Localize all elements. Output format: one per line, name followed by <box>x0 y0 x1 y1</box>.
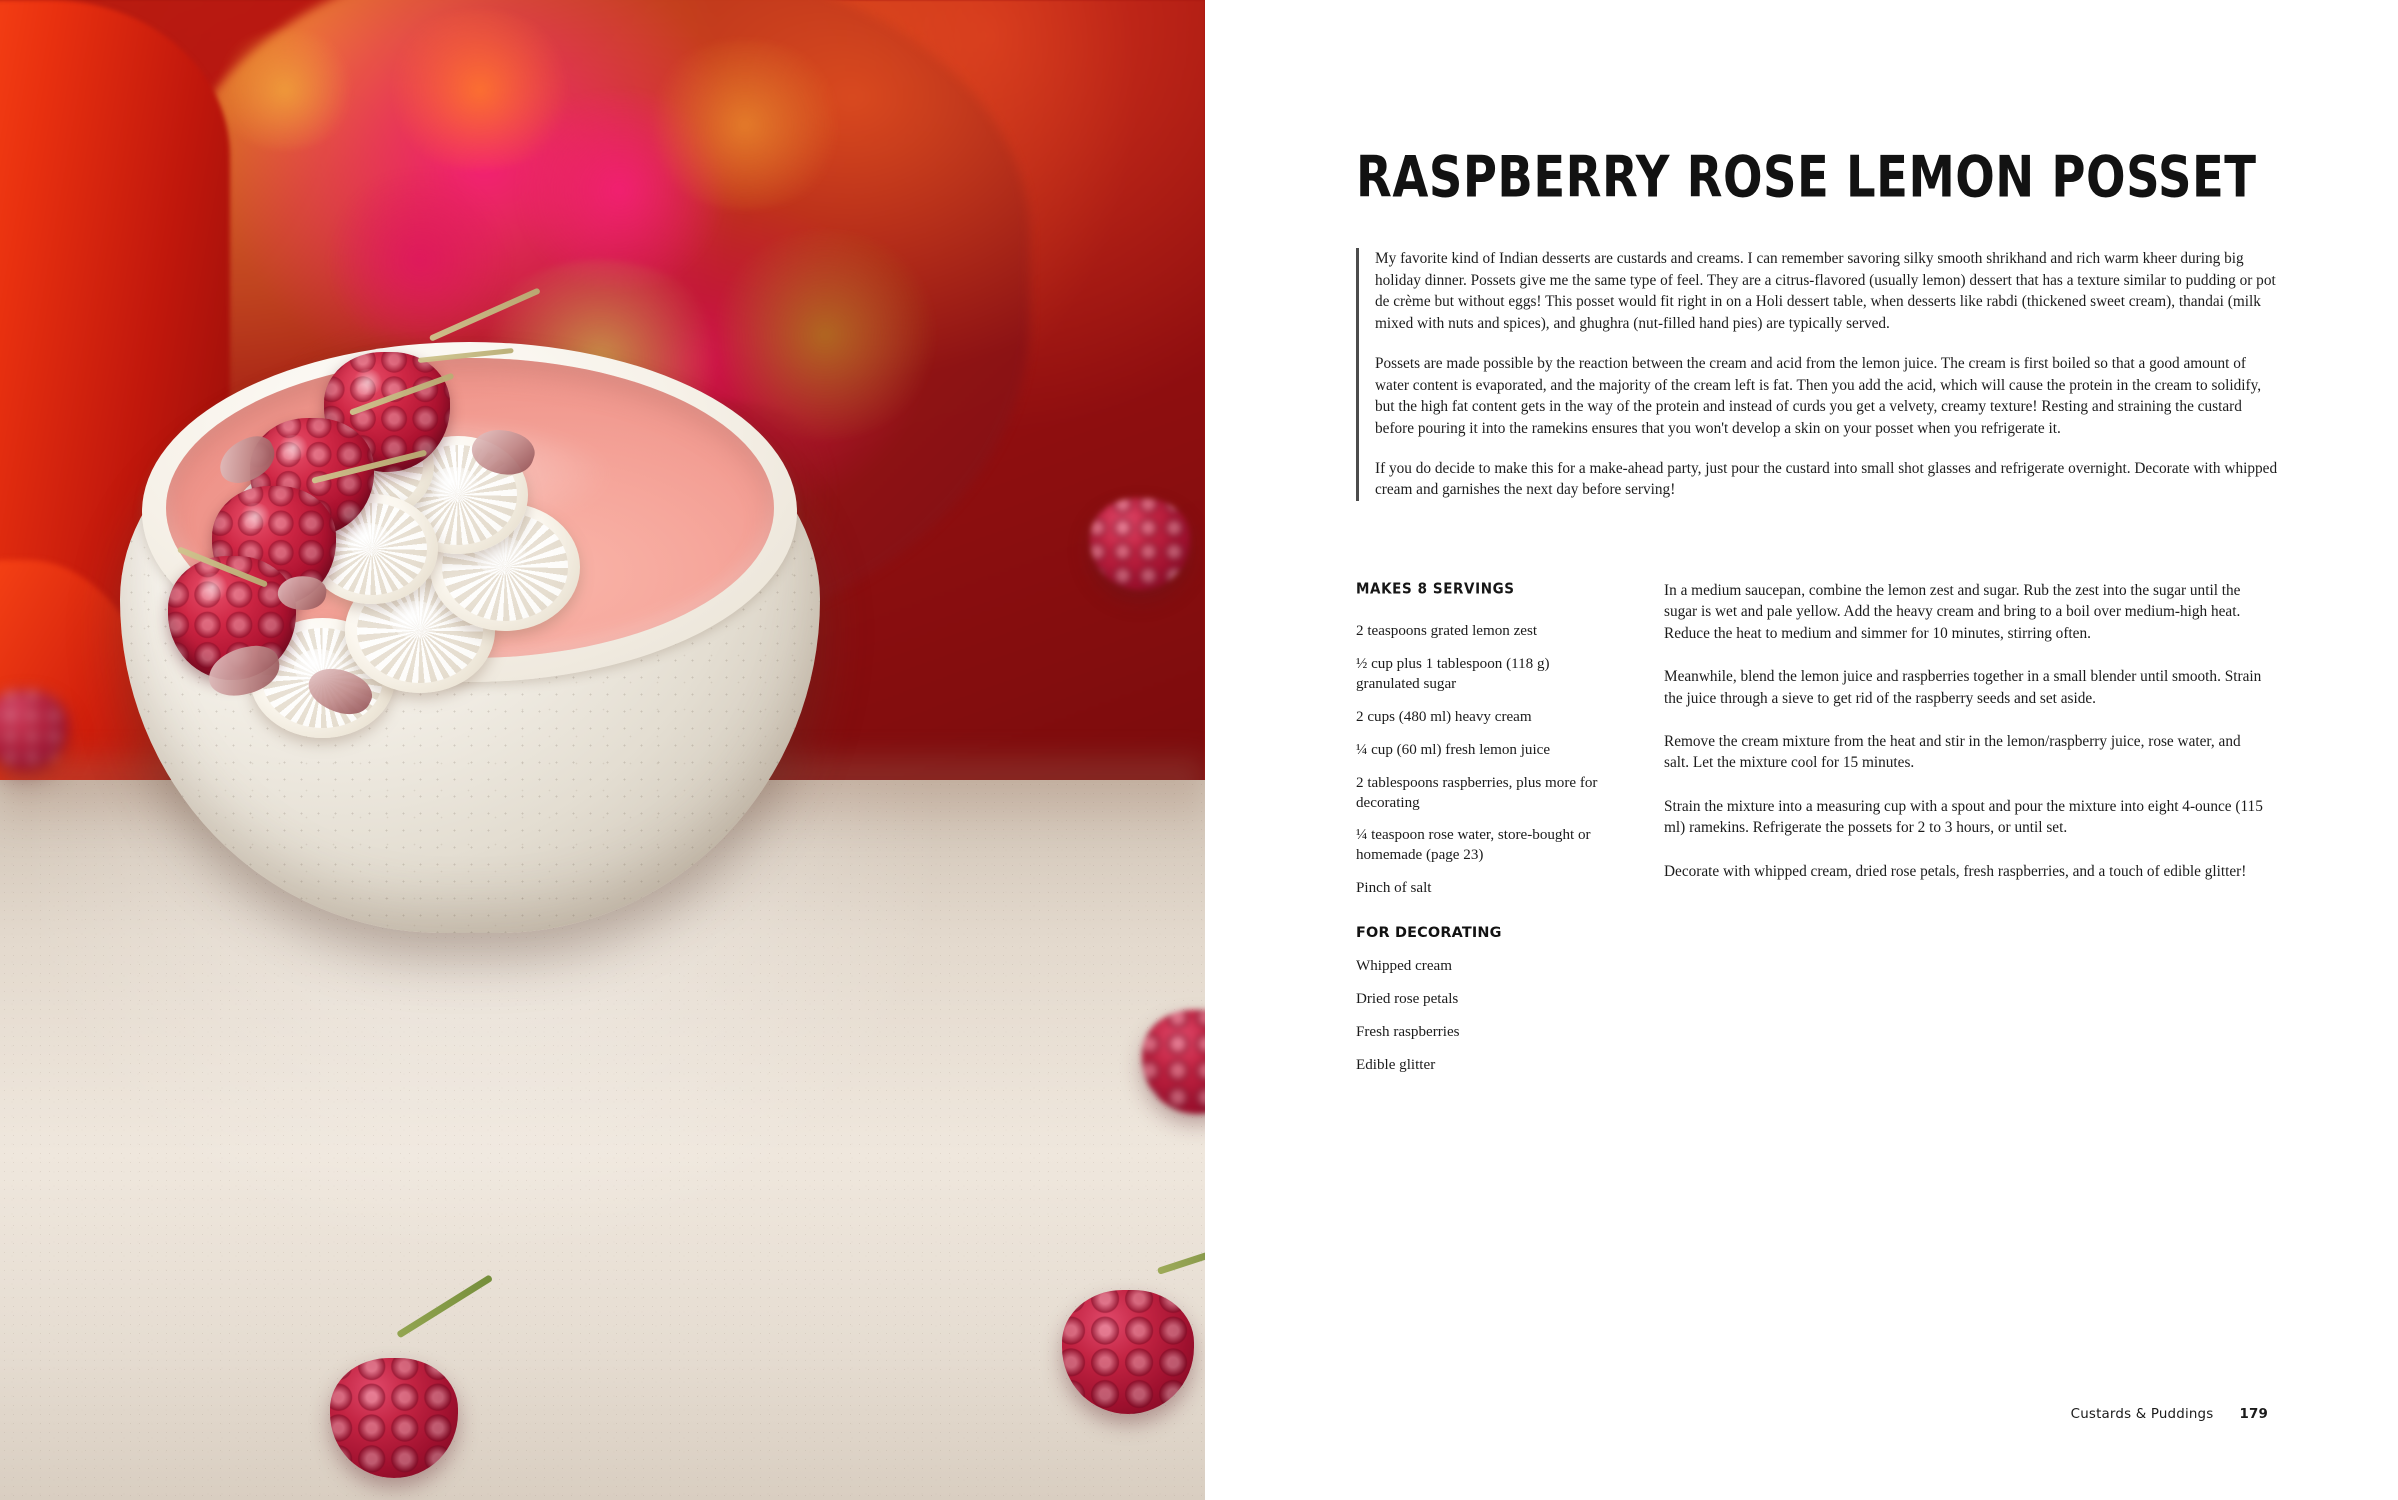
list-item: Edible glitter <box>1356 1056 1436 1073</box>
scattered-raspberry <box>0 690 68 770</box>
intro-paragraph: Possets are made possible by the reaction between the cream and acid from the lemon juice. The cream is first boiled so that a good amount of water content is evaporated, and the majority of the cream left is fat. Then you add the acid, which will cause the protein in the cream to solidify, but the high fat content gets in the way of the protein and instead of curds you get a velvety, creamy texture! Resting and straining the custard before pouring it into the ramekins ensures that you won't develop a skin on your posset when you refrigerate it. <box>1375 354 2262 438</box>
list-item: ½ cup plus 1 tablespoon (118 g) granulated sugar <box>1356 655 1550 692</box>
method-step: Remove the cream mixture from the heat and stir in the lemon/raspberry juice, rose water, and salt. Let the mixture cool for 15 minutes. <box>1664 733 2241 772</box>
recipe-columns <box>1356 580 2286 1089</box>
list-item: Dried rose petals <box>1356 991 1459 1008</box>
scattered-raspberry <box>1090 498 1190 590</box>
list-item: Whipped cream <box>1356 958 1452 975</box>
page-title: RASPBERRY ROSE LEMON POSSET <box>1356 144 2257 212</box>
ingredients-list <box>1356 622 1616 899</box>
footer-section-label: Custards & Puddings <box>2070 1407 2214 1422</box>
list-item: ¼ teaspoon rose water, store-bought or homemade (page 23) <box>1356 827 1591 864</box>
method-step: Decorate with whipped cream, dried rose petals, fresh raspberries, and a touch of edible glitter! <box>1664 862 2247 880</box>
list-item: Pinch of salt <box>1356 880 1432 897</box>
method-step: In a medium saucepan, combine the lemon zest and sugar. Rub the zest into the sugar until the sugar is wet and pale yellow. Add the heavy cream and bring to a boil over medium-high heat. Reduce the heat to medium and simmer for 10 minutes, stirring often. <box>1664 582 2241 642</box>
recipe-text-page <box>1205 0 2398 1500</box>
list-item: Fresh raspberries <box>1356 1024 1460 1041</box>
list-item: 2 teaspoons grated lemon zest <box>1356 623 1538 639</box>
page-number: 179 <box>2239 1407 2268 1422</box>
decorating-list <box>1356 957 1616 1076</box>
list-item: ¼ cup (60 ml) fresh lemon juice <box>1356 741 1551 758</box>
intro-paragraph: If you do decide to make this for a make-ahead party, just pour the custard into small shot glasses and refrigerate overnight. Decorate with whipped cream and garnishes the next day before serving! <box>1375 459 2278 499</box>
page-footer <box>2071 1407 2268 1422</box>
decorating-heading: FOR DECORATING <box>1356 925 1502 942</box>
scattered-raspberry <box>330 1358 458 1478</box>
scattered-raspberry <box>1062 1290 1194 1414</box>
method-step: Strain the mixture into a measuring cup with a spout and pour the mixture into eight 4-ounce (115 ml) ramekins. Refrigerate the possets for 2 to 3 hours, or until set. <box>1664 797 2263 837</box>
scattered-raspberry <box>1142 1010 1205 1114</box>
method-step: Meanwhile, blend the lemon juice and raspberries together in a small blender until smooth. Strain the juice through a sieve to get rid of the raspberry seeds and set aside. <box>1664 668 2262 707</box>
method-column <box>1664 580 2264 1089</box>
list-item: 2 cups (480 ml) heavy cream <box>1356 708 1532 725</box>
intro-blockquote <box>1356 248 2280 501</box>
ingredients-column <box>1356 580 1616 1089</box>
list-item: 2 tablespoons raspberries, plus more for decorating <box>1356 774 1598 811</box>
yield-label: MAKES 8 SERVINGS <box>1356 580 1515 598</box>
ceramic-bowl <box>100 318 845 958</box>
intro-paragraph: My favorite kind of Indian desserts are custards and creams. I can remember savoring silky smooth shrikhand and rich warm kheer during big holiday dinner. Possets give me the same type of feel. They are a citrus-flavored (usually lemon) dessert that has a texture similar to pudding or pot de crème but without eggs! This posset would fit right in on a Holi dessert table, when desserts like rabdi (thickened sweet cream), thandai (milk mixed with nuts and spices), and ghughra (nut-filled hand pies) are typically served. <box>1375 250 2276 333</box>
